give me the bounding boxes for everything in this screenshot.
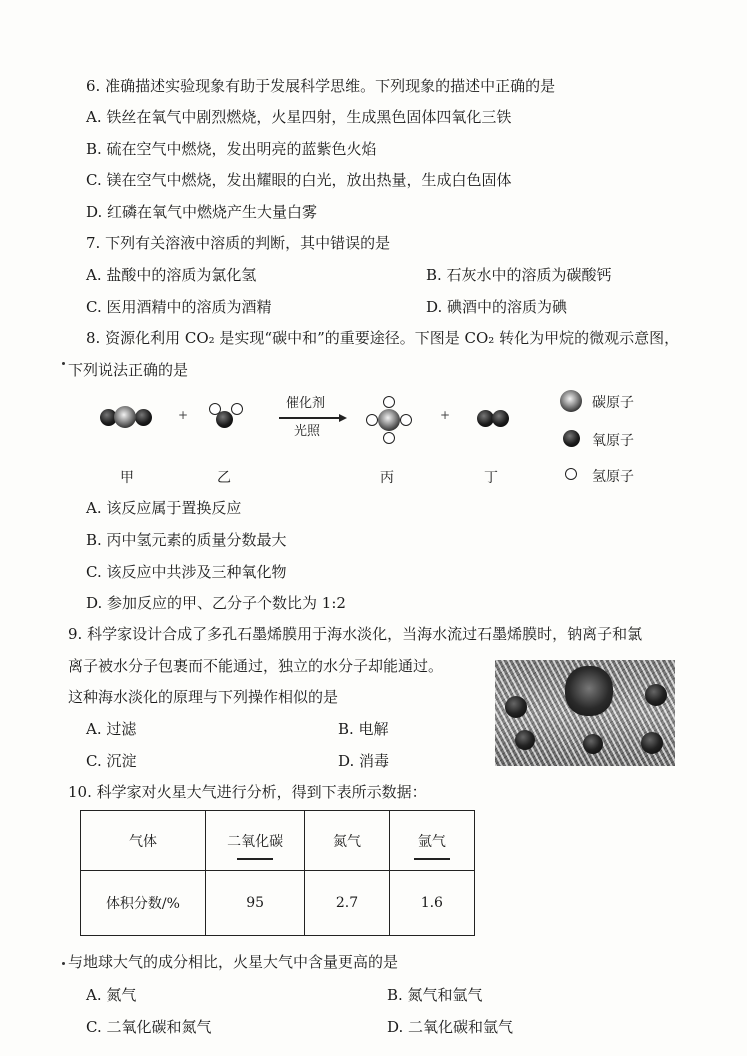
q9-stem-line3: 这种海水淡化的原理与下列操作相似的是 xyxy=(68,688,339,706)
q6-stem: 6. 准确描述实验现象有助于发展科学思维。下列现象的描述中正确的是 xyxy=(86,77,556,95)
table-header-ar: 氩气 xyxy=(389,811,474,871)
q7-option-d[interactable]: D. 碘酒中的溶质为碘 xyxy=(426,298,568,316)
q7-option-b[interactable]: B. 石灰水中的溶质为碳酸钙 xyxy=(426,266,612,284)
legend-carbon-icon xyxy=(560,390,582,412)
table-header-n2: 氮气 xyxy=(305,811,389,871)
mars-atmosphere-table xyxy=(80,810,475,936)
q10-option-c[interactable]: C. 二氧化碳和氮气 xyxy=(86,1018,212,1036)
q9-option-d[interactable]: D. 消毒 xyxy=(338,752,390,770)
oxygen-atom xyxy=(492,410,509,427)
table-row-label: 体积分数/% xyxy=(81,871,206,936)
label-yi: 乙 xyxy=(217,470,231,486)
q10-option-b[interactable]: B. 氮气和氩气 xyxy=(387,986,483,1004)
label-jia: 甲 xyxy=(120,470,134,486)
scan-dot xyxy=(62,962,65,965)
carbon-atom xyxy=(378,409,400,431)
q6-option-d[interactable]: D. 红磷在氧气中燃烧产生大量白雾 xyxy=(86,203,318,221)
q10-option-a[interactable]: A. 氮气 xyxy=(86,986,137,1004)
oxygen-atom xyxy=(216,411,233,428)
q6-option-b[interactable]: B. 硫在空气中燃烧，发出明亮的蓝紫色火焰 xyxy=(86,140,377,158)
q10-stem: 10. 科学家对火星大气进行分析，得到下表所示数据： xyxy=(68,783,427,801)
q10-option-d[interactable]: D. 二氧化碳和氩气 xyxy=(387,1018,514,1036)
table-cell-ar: 1.6 xyxy=(389,871,474,936)
q8-stem-line1: 8. 资源化利用 CO₂ 是实现“碳中和”的重要途径。下图是 CO₂ 转化为甲烷的微观示意图， xyxy=(86,329,680,347)
table-cell-n2: 2.7 xyxy=(305,871,389,936)
table-cell-co2: 95 xyxy=(205,871,304,936)
condition-light: 光照 xyxy=(294,424,321,439)
scan-dot xyxy=(62,362,65,365)
legend-oxygen: 氧原子 xyxy=(592,433,634,449)
q6-option-a[interactable]: A. 铁丝在氧气中剧烈燃烧，火星四射，生成黑色固体四氧化三铁 xyxy=(86,108,512,126)
oxygen-atom xyxy=(135,409,152,426)
legend-oxygen-icon xyxy=(563,430,580,447)
plus-sign: + xyxy=(178,408,189,422)
hydrogen-atom xyxy=(366,414,378,426)
q7-stem: 7. 下列有关溶液中溶质的判断，其中错误的是 xyxy=(86,234,391,252)
hydrogen-atom xyxy=(231,403,243,415)
q6-option-c[interactable]: C. 镁在空气中燃烧，发出耀眼的白光，放出热量，生成白色固体 xyxy=(86,171,512,189)
water-molecule-icon xyxy=(515,730,535,750)
q9-option-c[interactable]: C. 沉淀 xyxy=(86,752,137,770)
carbon-atom xyxy=(114,406,136,428)
condition-catalyst: 催化剂 xyxy=(286,396,326,411)
q8-stem-line2: 下列说法正确的是 xyxy=(68,361,189,379)
water-molecule-icon xyxy=(645,684,667,706)
q10-question: 与地球大气的成分相比，火星大气中含量更高的是 xyxy=(68,953,399,971)
water-molecule-icon xyxy=(583,734,603,754)
water-molecule-icon xyxy=(641,732,663,754)
q9-stem-line2: 离子被水分子包裹而不能通过，独立的水分子却能通过。 xyxy=(68,657,444,675)
legend-carbon: 碳原子 xyxy=(592,395,634,411)
q7-option-a[interactable]: A. 盐酸中的溶质为氯化氢 xyxy=(86,266,257,284)
table-header-co2: 二氧化碳 xyxy=(205,811,304,871)
arrow-head-icon xyxy=(339,414,347,422)
legend-hydrogen: 氢原子 xyxy=(592,469,634,485)
hydrogen-atom xyxy=(400,414,412,426)
q7-option-c[interactable]: C. 医用酒精中的溶质为酒精 xyxy=(86,298,272,316)
hydrogen-atom xyxy=(383,396,395,408)
table-header-gas: 气体 xyxy=(81,811,206,871)
q8-option-b[interactable]: B. 丙中氢元素的质量分数最大 xyxy=(86,531,287,549)
q9-option-a[interactable]: A. 过滤 xyxy=(86,720,137,738)
q8-option-c[interactable]: C. 该反应中共涉及三种氧化物 xyxy=(86,563,287,581)
q9-stem-line1: 9. 科学家设计合成了多孔石墨烯膜用于海水淡化，当海水流过石墨烯膜时，钠离子和氯 xyxy=(68,625,643,643)
graphene-membrane-image xyxy=(495,660,675,766)
reaction-arrow xyxy=(279,417,341,419)
hydrogen-atom xyxy=(383,432,395,444)
label-bing: 丙 xyxy=(380,470,394,486)
plus-sign: + xyxy=(440,408,451,422)
q8-option-a[interactable]: A. 该反应属于置换反应 xyxy=(86,499,242,517)
legend-hydrogen-icon xyxy=(565,468,577,480)
q8-option-d[interactable]: D. 参加反应的甲、乙分子个数比为 1:2 xyxy=(86,594,346,612)
label-ding: 丁 xyxy=(484,470,498,486)
hydrated-ion-icon xyxy=(565,666,613,716)
water-molecule-icon xyxy=(505,696,527,718)
q9-option-b[interactable]: B. 电解 xyxy=(338,720,389,738)
